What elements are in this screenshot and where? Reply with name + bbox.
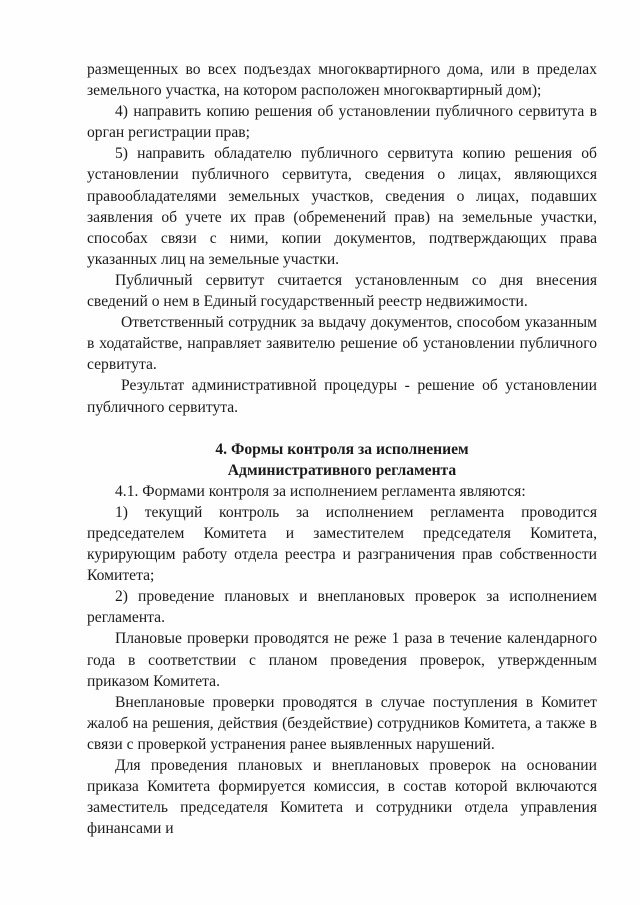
- paragraph-continuation: размещенных во всех подъездах многоквартирного дома, или в пределах земельного участка, на котором расположен многоквартирный дом);: [87, 61, 597, 100]
- section-heading-line-1: 4. Формы контроля за исполнением: [215, 440, 469, 458]
- paragraph-inspections: 2) проведение плановых и внеплановых проверок за исполнением регламента.: [87, 588, 597, 627]
- paragraph-commission: Для проведения плановых и внеплановых проверок на основании приказа Комитета формируется комиссия, в состав которой включаются заместитель председателя Комитета и сотрудники отдела управления финансами и: [87, 757, 597, 838]
- paragraph-current-control: 1) текущий контроль за исполнением регламента проводится председателем Комитета и заместителем председателя Комитета, курирующим работу отдела реестра и разграничения прав собственности Комитета;: [87, 503, 597, 585]
- paragraph-servitude-established: Публичный сервитут считается установленным со дня внесения сведений о нем в Единый государственный реестр недвижимости.: [87, 271, 597, 311]
- paragraph-planned-inspections: Плановые проверки проводятся не реже 1 раза в течение календарного года в соответствии с планом проведения проверок, утвержденным приказом Комитета.: [87, 630, 597, 690]
- paragraph-procedure-result: Результат административной процедуры - решение об установлении публичного сервитута.: [87, 377, 597, 416]
- paragraph-item-5: 5) направить обладателю публичного сервитута копию решения об установлении публичного сервитута, сведения о лицах, являющихся правообладателями земельных участков, сведения о лицах, подавших заявления об учете их прав (обременений прав) на земельные участки, способах связи с ними, копии документов, подтверждающих права указанных лиц на земельные участки.: [87, 145, 597, 268]
- section-spacer: [87, 418, 597, 439]
- paragraph-responsible-employee: Ответственный сотрудник за выдачу документов, способом указанным в ходатайстве, направляет заявителю решение об установлении публичного сервитута.: [87, 314, 597, 374]
- paragraph-item-4: 4) направить копию решения об установлении публичного сервитута в орган регистрации прав;: [87, 103, 597, 142]
- paragraph-4-1: 4.1. Формами контроля за исполнением регламента являются:: [115, 482, 526, 500]
- paragraph-unplanned-inspections: Внеплановые проверки проводятся в случае поступления в Комитет жалоб на решения, действия (бездействие) сотрудников Комитета, а также в связи с проверкой устранения ранее выявленных нарушений.: [87, 693, 597, 753]
- section-heading-line-2: Административного регламента: [227, 461, 457, 479]
- document-body: [87, 59, 597, 839]
